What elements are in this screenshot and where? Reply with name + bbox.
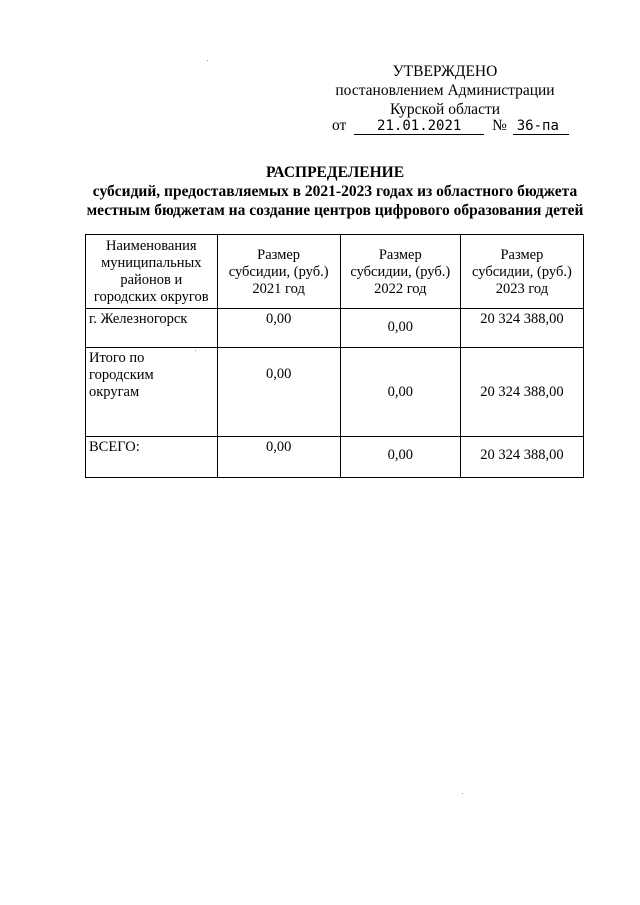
value-2022: 0,00 bbox=[340, 309, 460, 348]
value-2021: 0,00 bbox=[217, 348, 340, 437]
scan-speck bbox=[462, 793, 463, 794]
header-name bbox=[86, 235, 218, 309]
heading-line-2: местным бюджетам на создание центров цифрового образования детей bbox=[86, 202, 584, 219]
header-2023 bbox=[460, 235, 583, 309]
value-2022: 0,00 bbox=[340, 437, 460, 478]
value-2023: 20 324 388,00 bbox=[460, 348, 583, 437]
header-2022-line: Размер bbox=[378, 246, 422, 263]
document-heading bbox=[80, 163, 590, 220]
header-2022-line: 2022 год bbox=[374, 280, 427, 297]
approval-stamp bbox=[300, 62, 590, 119]
value-2023: 20 324 388,00 bbox=[460, 309, 583, 348]
value-2021: 0,00 bbox=[217, 309, 340, 348]
header-2023-line: 2023 год bbox=[495, 280, 549, 297]
row-name-line: округам bbox=[89, 384, 140, 400]
subsidy-table bbox=[85, 234, 584, 478]
header-2021-line: Размер bbox=[257, 246, 301, 263]
approval-date-line bbox=[332, 117, 569, 135]
heading-line-1: субсидий, предоставляемых в 2021-2023 годах из областного бюджета bbox=[92, 183, 578, 200]
from-label: от bbox=[332, 117, 347, 134]
value-2021: 0,00 bbox=[217, 437, 340, 478]
approval-region: Курской области bbox=[389, 101, 501, 118]
approval-title: УТВЕРЖДЕНО bbox=[392, 63, 498, 80]
number-sign: № bbox=[492, 117, 507, 134]
header-2021-line: субсидии, (руб.) bbox=[228, 263, 329, 280]
row-name: г. Железногорск bbox=[86, 309, 218, 348]
row-name-line: Итого по bbox=[89, 350, 145, 366]
header-2023-line: Размер bbox=[500, 246, 544, 263]
header-name-line: районов и bbox=[120, 272, 183, 288]
approval-issuer: постановлением Администрации bbox=[335, 82, 555, 99]
row-name-line: городским bbox=[89, 367, 154, 383]
header-2023-line: субсидии, (руб.) bbox=[472, 263, 572, 280]
table-row bbox=[86, 437, 584, 478]
scan-speck bbox=[207, 60, 208, 61]
heading-title: РАСПРЕДЕЛЕНИЕ bbox=[265, 164, 405, 181]
table-row bbox=[86, 348, 584, 437]
value-2022: 0,00 bbox=[340, 348, 460, 437]
scan-speck bbox=[195, 350, 196, 351]
approval-date: 21.01.2021 bbox=[354, 118, 484, 135]
row-name bbox=[86, 348, 218, 437]
header-name-line: Наименования bbox=[105, 238, 197, 254]
header-2021 bbox=[217, 235, 340, 309]
header-2022-line: субсидии, (руб.) bbox=[350, 263, 451, 280]
value-2023: 20 324 388,00 bbox=[460, 437, 583, 478]
header-name-line: муниципальных bbox=[101, 255, 202, 271]
table-header-row bbox=[86, 235, 584, 309]
row-name: ВСЕГО: bbox=[86, 437, 218, 478]
header-2021-line: 2021 год bbox=[252, 280, 305, 297]
header-name-line: городских округов bbox=[93, 289, 209, 305]
approval-number: 36-па bbox=[513, 118, 569, 135]
table-row bbox=[86, 309, 584, 348]
header-2022 bbox=[340, 235, 460, 309]
